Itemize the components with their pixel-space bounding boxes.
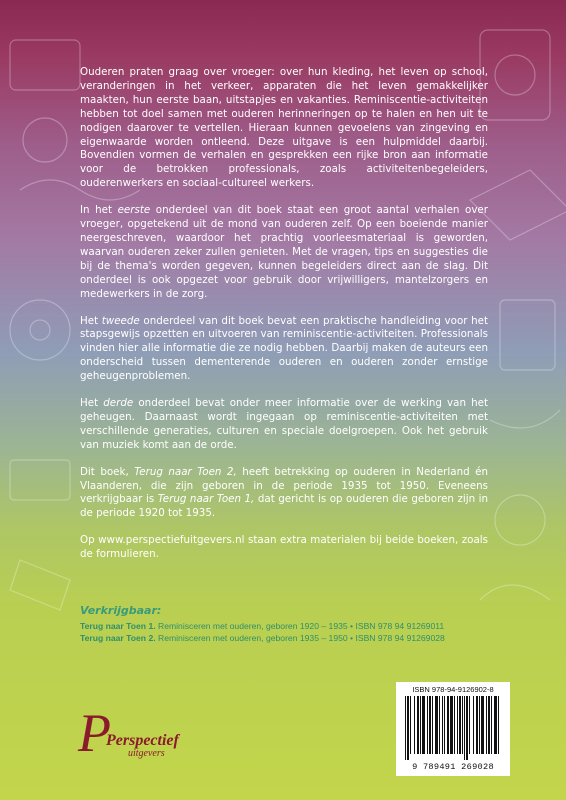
availability-item (80, 632, 500, 644)
barcode-bar (407, 696, 409, 760)
publisher-sub: uitgevers (128, 748, 165, 759)
barcode-bar (405, 696, 406, 760)
availability-heading: Verkrijgbaar: (80, 604, 162, 617)
text-run: onderdeel bevat onder meer informatie over de werking van het geheugen. Daarnaast wordt ingegaan op reminiscentie-activiteiten met verschillende generaties, culturen en speciale doelgroepen. Ook het gebruik van muziek komt aan de orde. (80, 397, 488, 451)
book-details: Reminisceren met ouderen, geboren 1935 – 1950 • ISBN 978 94 91269028 (155, 633, 445, 643)
book-title: Terug naar Toen 1. (80, 621, 156, 631)
barcode-bar (417, 696, 419, 754)
barcode-bar (473, 696, 474, 754)
barcode-bar (410, 696, 411, 754)
barcode-panel (396, 682, 510, 776)
paragraph-website: Op www.perspectiefuitgevers.nl staan extra materialen bij beide boeken, zoals de formulieren. (80, 534, 488, 561)
emphasis: derde (103, 397, 134, 410)
text-run: heeft betrekking op ouderen in Nederland én Vlaanderen, die zijn geboren in de periode 1935 tot 1950. Eveneens verkrijgbaar is (80, 465, 489, 506)
text-run: Het (80, 397, 104, 410)
barcode-bar (457, 696, 458, 754)
book-title: Terug naar Toen 2. (80, 633, 156, 643)
barcode-bar (435, 696, 438, 754)
barcode-bar (479, 696, 480, 754)
back-cover-text (80, 66, 488, 575)
paragraph-this-book (80, 466, 488, 522)
isbn-label: ISBN 978-94-9126902-8 (412, 685, 494, 694)
paragraph-intro: Ouderen praten graag over vroeger: over hun kleding, het leven op school, veranderingen in het verkeer, apparaten die het leven gemakkelijker maakten, hun eerste baan, uitstapjes en vakanties. Reminiscentie-activiteiten hebben tot doel samen met ouderen herinneringen op te halen en hen uit te nodigen daarover te vertellen. Hieraan kunnen gevoelens van zingeving en eigenwaarde worden ontleend. Deze uitgave is een hulpmiddel daarbij. Bovendien vormen de verhalen en gesprekken een rijke bron aan informatie voor de betrokken professionals, zoals activiteitenbegeleiders, ouderenwerkers en sociaal-cultureel werkers. (80, 66, 488, 190)
text-run: Het (80, 314, 102, 327)
barcode-bar (481, 696, 484, 754)
emphasis: tweede (101, 314, 140, 327)
publisher-name: Perspectief (106, 732, 179, 749)
paragraph-part-two (80, 315, 488, 385)
barcode-bar (498, 696, 499, 754)
barcode-bar (447, 696, 449, 754)
text-run: onderdeel van dit boek bevat een praktische handleiding voor het stapsgewijs opzetten en uitvoeren van reminiscentie-activiteiten. Professionals vinden hier alle informatie die ze nodig hebben. Daarbij maken de auteurs een onderscheid tussen dementerende ouderen en ouderen zonder ernstige geheugenproblemen. (80, 314, 489, 383)
publisher-logo (78, 703, 198, 776)
barcode-bar (464, 696, 465, 760)
barcode-bar (488, 696, 490, 754)
barcode-bar (427, 696, 428, 754)
barcode-bar (450, 696, 453, 754)
paragraph-part-one (80, 204, 488, 301)
barcode-digits: 9 789491 269028 (412, 762, 494, 772)
barcode-bar (459, 696, 461, 754)
barcode-bar (486, 696, 487, 754)
availability-item (80, 620, 500, 632)
text-run: In het (80, 204, 118, 217)
emphasis: Terug naar Toen 1, (157, 493, 255, 506)
emphasis: eerste (117, 204, 151, 217)
text-run: dat gericht is op ouderen die geboren zijn in de periode 1920 tot 1935. (80, 493, 488, 520)
book-details: Reminisceren met ouderen, geboren 1920 – 1935 • ISBN 978 94 91269011 (155, 621, 445, 631)
barcode-bar (442, 696, 443, 754)
barcode-image (403, 696, 503, 760)
barcode-bar (476, 696, 478, 754)
barcode-bar (422, 696, 425, 754)
barcode-bar (466, 696, 468, 760)
emphasis: Terug naar Toen 2, (134, 465, 237, 478)
barcode-bar (444, 696, 445, 754)
barcode-bar (414, 696, 415, 754)
text-run: onderdeel van dit boek staat een groot aantal verhalen over vroeger, opgetekend uit de mond van ouderen zelf. Op een boeiende manier neergeschreven, waardoor het prachtig voorleesmateriaal is geworden, waarvan ouderen zeker zullen genieten. Met de vragen, tips en suggesties die bij de thema's worden gegeven, kunnen begeleiders direct aan de slag. Dit onderdeel is ook opgezet voor gebruik door vrijwilligers, mantelzorgers en medewerkers in de zorg. (80, 204, 488, 300)
barcode-bar (462, 696, 463, 754)
barcode-bar (420, 696, 421, 754)
barcode-bar (469, 696, 470, 754)
barcode-bar (494, 696, 497, 754)
logo-mark: P (78, 703, 111, 763)
paragraph-part-three (80, 397, 488, 453)
text-run: Dit boek, (80, 465, 135, 478)
barcode-bar (454, 696, 455, 754)
availability-section (80, 604, 500, 644)
barcode-bar (439, 696, 440, 754)
barcode-bar (432, 696, 433, 754)
barcode-bar (429, 696, 431, 754)
barcode-bar (491, 696, 492, 754)
